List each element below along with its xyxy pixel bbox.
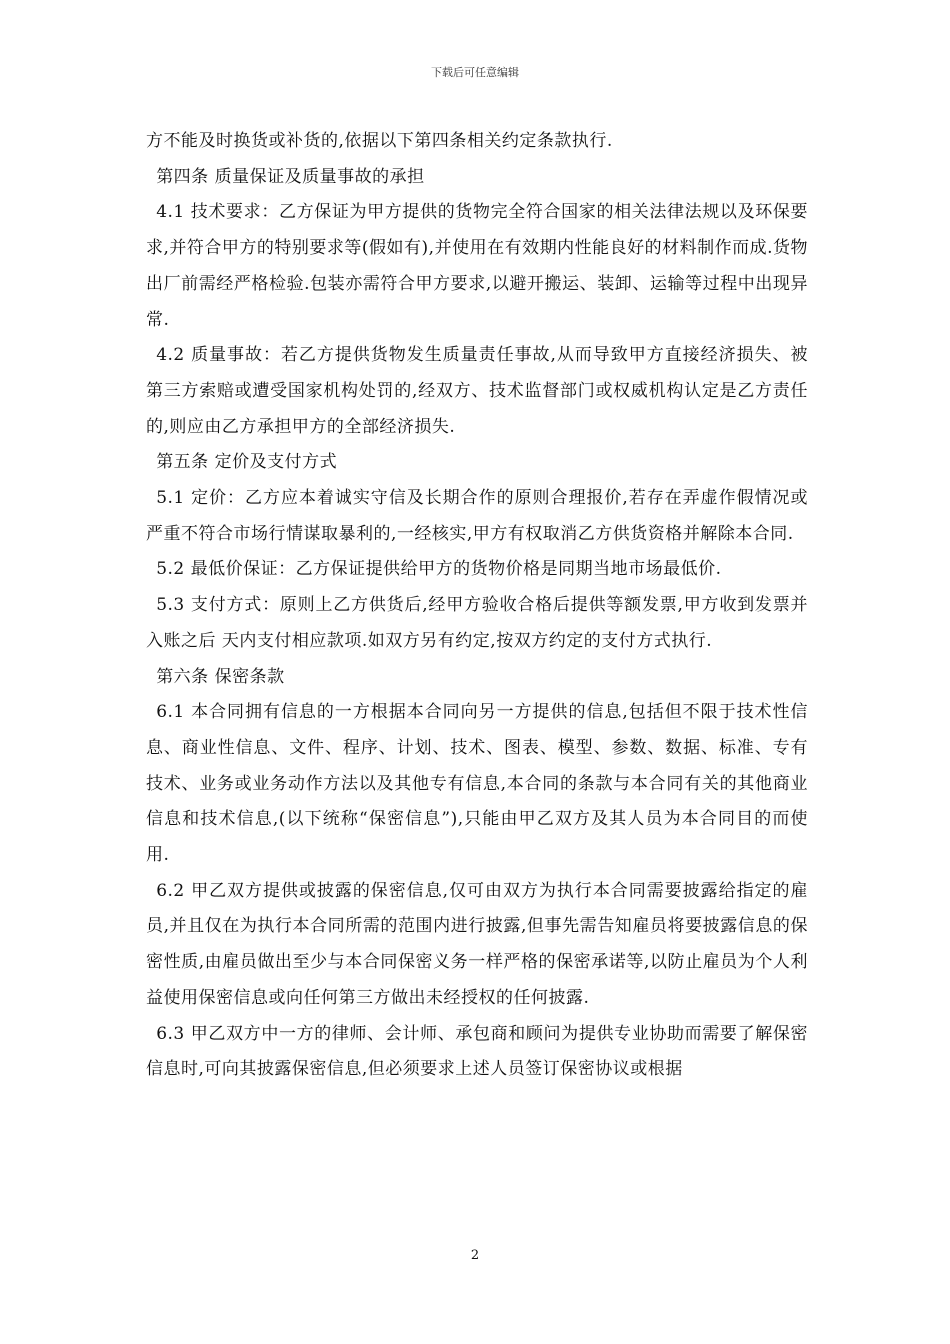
- paragraph: 5.1 定价：乙方应本着诚实守信及长期合作的原则合理报价,若存在弄虚作假情况或严重不符合市场行情谋取暴利的,一经核实,甲方有权取消乙方供货资格并解除本合同.: [146, 488, 808, 544]
- paragraph: 6.2 甲乙双方提供或披露的保密信息,仅可由双方为执行本合同需要披露给指定的雇员,并且仅在为执行本合同所需的范围内进行披露,但事先需告知雇员将要披露信息的保密性质,由雇员做出至少与本合同保密义务一样严格的保密承诺等,以防止雇员为个人利益使用保密信息或向任何第三方做出未经授权的任何披露.: [146, 880, 808, 1008]
- paragraph: 4.1 技术要求：乙方保证为甲方提供的货物完全符合国家的相关法律法规以及环保要求,并符合甲方的特别要求等(假如有),并使用在有效期内性能良好的材料制作而成.货物出厂前需经严格检验.包装亦需符合甲方要求,以避开搬运、装卸、运输等过程中出现异常.: [146, 202, 808, 330]
- paragraph: 6.1 本合同拥有信息的一方根据本合同向另一方提供的信息,包括但不限于技术性信息、商业性信息、文件、程序、计划、技术、图表、模型、参数、数据、标准、专有技术、业务或业务动作方法以及其他专有信息,本合同的条款与本合同有关的其他商业信息和技术信息,(以下统称“保密信息”),只能由甲乙双方及其人员为本合同目的而使用.: [146, 702, 808, 866]
- paragraph: 方不能及时换货或补货的,依据以下第四条相关约定条款执行.: [146, 131, 613, 151]
- section-heading: 第四条 质量保证及质量事故的承担: [156, 166, 425, 187]
- paragraph: 4.2 质量事故：若乙方提供货物发生质量责任事故,从而导致甲方直接经济损失、被第三方索赔或遭受国家机构处罚的,经双方、技术监督部门或权威机构认定是乙方责任的,则应由乙方承担甲方的全部经济损失.: [146, 345, 808, 437]
- paragraph: 5.2 最低价保证：乙方保证提供给甲方的货物价格是同期当地市场最低价.: [156, 559, 722, 580]
- document-body: [146, 124, 808, 1088]
- section-heading: 第六条 保密条款: [156, 666, 285, 687]
- paragraph: 5.3 支付方式：原则上乙方供货后,经甲方验收合格后提供等额发票,甲方收到发票并入账之后 天内支付相应款项.如双方另有约定,按双方约定的支付方式执行.: [146, 595, 808, 651]
- section-heading: 第五条 定价及支付方式: [156, 452, 338, 473]
- paragraph: 6.3 甲乙双方中一方的律师、会计师、承包商和顾问为提供专业协助而需要了解保密信息时,可向其披露保密信息,但必须要求上述人员签订保密协议或根据: [146, 1023, 808, 1080]
- page-number: 2: [470, 1248, 480, 1263]
- page-header: 下载后可任意编辑: [431, 66, 519, 79]
